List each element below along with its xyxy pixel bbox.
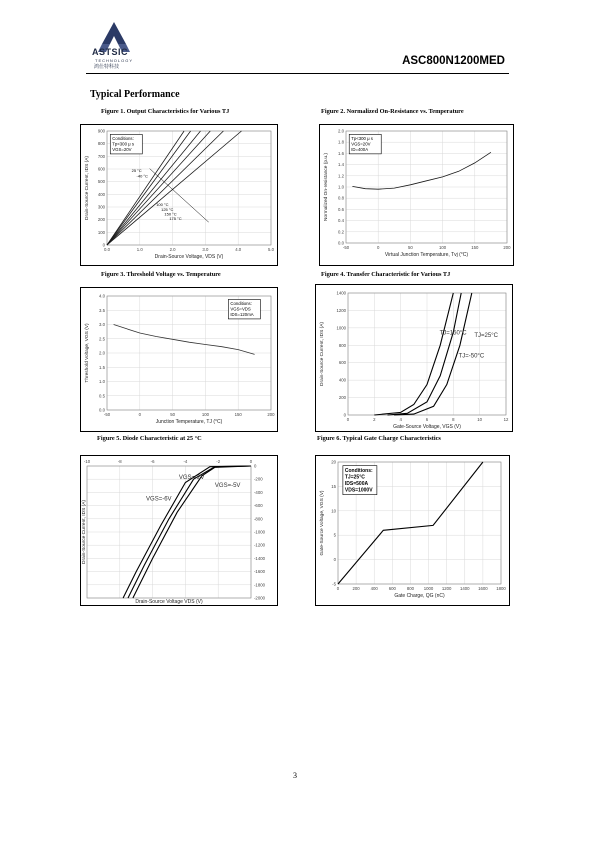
y-tick-label: 200 <box>97 217 105 223</box>
x-tick-label: 200 <box>503 245 511 250</box>
brand-chinese-name: 鸿仕特科技 <box>94 64 120 70</box>
figure-1-panel <box>80 124 278 266</box>
x-tick-label: -6 <box>150 459 155 464</box>
x-tick-label: 12 <box>503 417 509 422</box>
series-line <box>374 293 453 415</box>
y-tick-label: 500 <box>97 179 105 185</box>
annotation-arrow <box>150 169 209 223</box>
figure-6-caption: Figure 6. Typical Gate Charge Characteristics <box>317 435 441 442</box>
conditions-line: IDS=120mA <box>230 311 254 317</box>
figure-5-chart <box>81 456 277 605</box>
x-axis-label: Gate-Source Voltage, VGS (V) <box>393 424 461 430</box>
x-tick-label: -8 <box>117 459 122 464</box>
x-tick-label: 8 <box>452 417 455 422</box>
figure-3-panel <box>80 287 278 432</box>
figure-2-chart <box>320 125 513 265</box>
x-tick-label: 100 <box>201 412 209 417</box>
x-tick-label: 0.0 <box>104 247 110 252</box>
series-line <box>388 293 462 415</box>
y-tick-label: 0 <box>333 557 336 563</box>
header-divider <box>86 73 509 74</box>
y-tick-label: 1.4 <box>338 162 344 168</box>
brand-subtitle: TECHNOLOGY <box>95 58 134 63</box>
x-tick-label: 1400 <box>459 586 470 591</box>
series-annotation: VGS=-5V <box>214 483 241 490</box>
y-axis-label: Normalized On-resistance (p.u.) <box>324 153 329 221</box>
x-tick-label: 100 <box>439 245 447 250</box>
figure-1-chart <box>81 125 277 265</box>
y-tick-label: 0 <box>102 242 105 248</box>
y-tick-label: -2000 <box>254 595 265 601</box>
y-tick-label: -800 <box>254 516 263 522</box>
y-tick-label: 1200 <box>336 307 346 313</box>
conditions-line: Tp<300 μ s <box>351 135 373 141</box>
y-tick-label: -400 <box>254 489 263 495</box>
y-tick-label: 400 <box>97 191 105 197</box>
y-axis-label: Drain-Source Current, IDS (A) <box>320 322 325 386</box>
x-axis-label: Virtual Junction Temperature, Tvj (°C) <box>384 252 469 258</box>
y-tick-label: 2.0 <box>338 128 344 134</box>
y-tick-label: 300 <box>97 204 105 210</box>
y-tick-label: 0.0 <box>99 407 105 413</box>
figure-1-caption: Figure 1. Output Characteristics for Various TJ <box>101 108 230 115</box>
conditions-line: VDS=1000V <box>344 487 373 494</box>
y-tick-label: 600 <box>97 166 105 172</box>
y-tick-label: 0 <box>343 412 346 418</box>
x-tick-label: 150 <box>471 245 479 250</box>
series-annotation: TJ=-50°C <box>458 353 485 360</box>
section-title: Typical Performance <box>90 89 180 100</box>
y-tick-label: 3.5 <box>99 307 105 313</box>
y-tick-label: 1.5 <box>99 364 105 370</box>
page-number: 3 <box>293 771 297 780</box>
x-tick-label: 4.0 <box>235 247 242 252</box>
x-tick-label: 0 <box>346 417 350 422</box>
y-tick-label: 2.5 <box>99 336 105 342</box>
y-axis-label: Threshold Voltage, VGS (V) <box>85 323 90 383</box>
conditions-line: VGS=VDS <box>230 306 251 312</box>
series-annotation: 150 °C <box>164 211 177 217</box>
x-tick-label: 10 <box>477 417 483 422</box>
x-axis-label: Drain-Source Voltage VDS (V) <box>135 599 203 605</box>
y-tick-label: -1800 <box>254 582 265 588</box>
y-tick-label: 0.0 <box>338 240 344 246</box>
series-annotation: VGS=-2V <box>178 475 205 482</box>
figure-2-caption: Figure 2. Normalized On-Resistance vs. Temperature <box>321 108 464 115</box>
x-tick-label: 0 <box>249 459 253 464</box>
y-tick-label: 0.5 <box>99 393 105 399</box>
figure-5-caption: Figure 5. Diode Characteristic at 25 °C <box>97 435 202 442</box>
y-tick-label: 1.0 <box>99 379 105 384</box>
y-tick-label: 400 <box>338 377 346 383</box>
series-annotation: 125 °C <box>161 206 174 212</box>
y-tick-label: 2.0 <box>99 350 105 356</box>
y-tick-label: -1400 <box>254 555 265 561</box>
x-tick-label: 50 <box>170 412 175 417</box>
figure-4-panel <box>315 284 513 432</box>
series-annotation: -40 °C <box>136 173 148 179</box>
conditions-line: TJ=25°C <box>344 474 365 481</box>
x-tick-label: 1.0 <box>136 247 143 252</box>
x-tick-label: 50 <box>408 245 413 250</box>
figure-6-panel <box>315 455 510 606</box>
x-tick-label: 0 <box>336 586 340 591</box>
y-tick-label: -200 <box>254 476 263 482</box>
series-annotation: 100 °C <box>156 202 169 208</box>
figure-2-panel <box>319 124 514 266</box>
y-tick-label: 700 <box>97 153 105 159</box>
x-tick-label: 800 <box>406 586 415 591</box>
y-tick-label: 0.4 <box>338 218 344 224</box>
figure-6-chart <box>316 456 509 605</box>
x-tick-label: 3.0 <box>202 247 209 252</box>
x-tick-label: 0 <box>377 245 380 250</box>
conditions-line: Conditions: <box>230 300 252 306</box>
x-tick-label: -4 <box>183 459 188 464</box>
y-tick-label: 800 <box>338 342 346 348</box>
x-tick-label: 2 <box>373 417 376 422</box>
x-tick-label: 0 <box>138 412 141 417</box>
conditions-line: ID=400A <box>351 146 369 152</box>
x-tick-label: 1800 <box>496 586 506 591</box>
y-tick-label: 5 <box>333 532 336 538</box>
figure-3-caption: Figure 3. Threshold Voltage vs. Temperature <box>101 271 221 278</box>
figure-4-chart <box>316 285 512 431</box>
x-tick-label: 150 <box>234 412 242 417</box>
x-axis-label: Drain-Source Voltage, VDS (V) <box>154 254 224 260</box>
brand-name: ASTSIC <box>92 47 129 57</box>
x-axis-label: Gate Charge, QG (nC) <box>394 593 445 599</box>
y-tick-label: 1.6 <box>338 150 344 156</box>
x-tick-label: -2 <box>216 459 221 464</box>
y-tick-label: 900 <box>97 128 105 134</box>
x-tick-label: 1000 <box>423 586 434 591</box>
y-tick-label: 15 <box>331 483 336 489</box>
x-tick-label: -10 <box>83 459 91 464</box>
conditions-line: VGS=20V <box>112 146 132 152</box>
y-tick-label: 1.8 <box>338 139 344 145</box>
x-axis-label: Junction Temperature, TJ (°C) <box>155 419 223 425</box>
y-tick-label: -5 <box>332 581 336 587</box>
y-tick-label: 0.6 <box>338 206 344 212</box>
conditions-line: VGS=20V <box>351 141 371 147</box>
y-tick-label: 0 <box>254 463 257 469</box>
series-annotation: 25 °C <box>131 168 142 174</box>
figure-4-caption: Figure 4. Transfer Characteristic for Various TJ <box>321 271 451 278</box>
y-axis-label: Gate-Source Voltage, VGS (V) <box>320 490 325 556</box>
x-tick-label: 5.0 <box>268 247 274 252</box>
series-annotation: TJ=150°C <box>439 330 467 337</box>
x-tick-label: 1600 <box>478 586 488 591</box>
x-tick-label: 6 <box>425 417 429 422</box>
y-tick-label: -1200 <box>254 542 265 548</box>
y-tick-label: 100 <box>97 229 105 235</box>
x-tick-label: 4 <box>399 417 402 422</box>
x-tick-label: 200 <box>352 586 360 591</box>
y-tick-label: 10 <box>331 508 336 514</box>
conditions-line: Tp<300 μ s <box>112 141 134 147</box>
y-tick-label: -600 <box>254 503 263 509</box>
conditions-line: Conditions: <box>112 135 134 141</box>
y-tick-label: 0.2 <box>338 229 344 235</box>
figure-5-panel <box>80 455 278 606</box>
x-tick-label: 400 <box>370 586 378 591</box>
y-tick-label: 600 <box>338 360 346 366</box>
x-tick-label: -50 <box>103 412 111 417</box>
x-tick-label: 2.0 <box>169 247 176 252</box>
y-tick-label: 3.0 <box>99 322 105 327</box>
y-tick-label: 20 <box>331 459 336 465</box>
x-tick-label: 600 <box>388 586 396 591</box>
y-tick-label: 1400 <box>336 290 346 296</box>
y-tick-label: -1600 <box>254 569 265 575</box>
y-tick-label: 1.0 <box>338 184 344 190</box>
y-tick-label: 800 <box>97 141 105 147</box>
y-tick-label: 0.8 <box>338 195 344 201</box>
figure-3-chart <box>81 288 277 431</box>
y-axis-label: Drain-Source Current, IDS (A) <box>85 156 90 220</box>
y-tick-label: 4.0 <box>99 293 105 299</box>
y-axis-label: Drain-Source Current, IDS (A) <box>82 500 87 564</box>
series-annotation: TJ=25°C <box>474 332 498 339</box>
series-annotation: VGS=-6V <box>146 496 172 503</box>
y-tick-label: -1000 <box>254 529 265 535</box>
series-line <box>114 325 255 355</box>
part-number: ASC800N1200MED <box>402 55 505 67</box>
x-tick-label: 1200 <box>441 586 452 591</box>
series-line <box>352 152 491 189</box>
conditions-line: IDS=500A <box>344 481 369 488</box>
y-tick-label: 1000 <box>336 325 346 331</box>
y-tick-label: 200 <box>338 395 346 401</box>
conditions-line: Conditions: <box>344 468 373 475</box>
x-tick-label: -50 <box>342 245 350 250</box>
x-tick-label: 200 <box>267 412 275 417</box>
series-annotation: 175 °C <box>169 215 182 221</box>
y-tick-label: 1.2 <box>338 173 344 179</box>
